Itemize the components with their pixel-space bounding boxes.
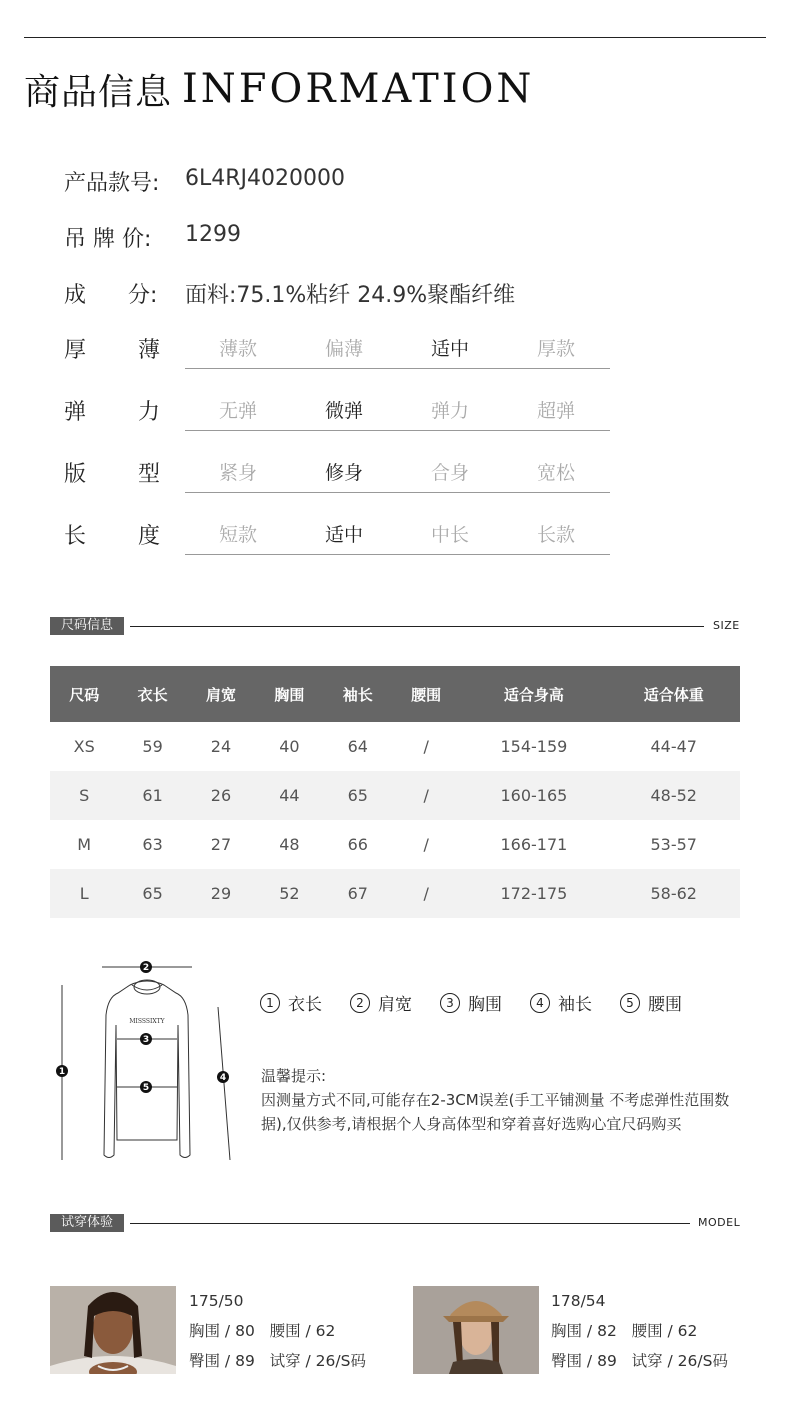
size-table <box>50 666 740 918</box>
table-cell: 53-57 <box>650 835 697 854</box>
legend-item <box>620 990 682 1015</box>
table-cell: 44 <box>255 771 323 820</box>
model-stats: 178/54 <box>551 1292 606 1310</box>
table-cell: 65 <box>118 869 186 918</box>
size-table-header-row <box>50 666 740 722</box>
marker-3-label: 3 <box>142 1035 150 1045</box>
model-photo <box>50 1286 176 1374</box>
model-section-line <box>130 1223 690 1224</box>
info-style-number <box>64 166 346 197</box>
marker-2-label: 2 <box>142 963 150 973</box>
attr-options <box>185 456 610 493</box>
table-cell: S <box>50 771 118 820</box>
info-label: 吊 牌 价: <box>64 227 152 252</box>
model-section-label: 试穿体验 <box>50 1214 124 1232</box>
table-cell: L <box>50 869 118 918</box>
table-cell: 172-175 <box>460 869 607 918</box>
header-cell: 肩宽 <box>187 666 255 722</box>
table-cell: 24 <box>210 737 232 756</box>
header-cell: 衣长 <box>118 666 186 722</box>
table-cell: 160-165 <box>460 771 607 820</box>
info-price <box>64 222 241 253</box>
attr-option: 适中 <box>430 338 469 360</box>
table-row <box>50 722 740 771</box>
table-row <box>50 771 740 820</box>
header-cell: 适合体重 <box>607 666 740 722</box>
tip-title: 温馨提示: <box>261 1067 327 1085</box>
attr-option: 超弹 <box>536 400 575 422</box>
model-section-en: MODEL <box>698 1216 741 1229</box>
legend-item <box>530 990 592 1015</box>
attr-label-b: 薄 <box>137 338 160 363</box>
legend-num: 5 <box>620 993 640 1013</box>
legend-label: 胸围 <box>468 995 502 1015</box>
attr-options <box>185 332 610 369</box>
table-cell: 166-171 <box>500 835 568 854</box>
table-cell: 48-52 <box>607 771 740 820</box>
attr-option: 合身 <box>430 462 469 484</box>
header-cell: 腰围 <box>392 666 460 722</box>
attr-option: 适中 <box>324 524 363 546</box>
size-section-en: SIZE <box>713 619 740 632</box>
info-value: 1299 <box>185 222 241 247</box>
attr-option: 中长 <box>430 524 469 546</box>
info-label: 产品款号: <box>64 171 160 196</box>
legend-label: 肩宽 <box>378 995 412 1015</box>
table-cell: 63 <box>142 835 163 854</box>
legend-num: 4 <box>530 993 550 1013</box>
table-cell: M <box>77 835 92 854</box>
attr-label-b: 型 <box>137 462 160 487</box>
table-cell: 59 <box>142 737 163 756</box>
header-cell: 尺码 <box>50 666 118 722</box>
attr-option: 短款 <box>218 524 257 546</box>
legend-item <box>260 990 322 1015</box>
table-cell: 58-62 <box>607 869 740 918</box>
attr-label-a: 厚 <box>64 338 87 363</box>
attr-option: 宽松 <box>536 462 575 484</box>
table-cell: 26 <box>187 771 255 820</box>
measurement-legend <box>260 990 710 1015</box>
header-cell: 胸围 <box>255 666 323 722</box>
table-cell: / <box>392 771 460 820</box>
model-photo <box>413 1286 539 1374</box>
attr-option: 薄款 <box>218 338 257 360</box>
attr-label-a: 版 <box>64 462 87 487</box>
model-measure: 胸围 / 82 腰围 / 62 <box>551 1322 698 1340</box>
table-row <box>50 869 740 918</box>
info-label: 成 分: <box>64 283 158 308</box>
info-composition <box>64 278 516 309</box>
attr-label <box>64 333 160 364</box>
marker-5-label: 5 <box>142 1083 150 1093</box>
legend-label: 腰围 <box>648 995 682 1015</box>
tip-body: 因测量方式不同,可能存在2-3CM误差(手工平铺测量 不考虑弹性范围数据),仅供参考,请根据个人身高体型和穿着喜好选购心宜尺码购买 <box>261 1091 730 1133</box>
size-section-line <box>130 626 704 627</box>
marker-4-label: 4 <box>219 1073 227 1083</box>
attr-label-a: 长 <box>64 524 87 549</box>
legend-label: 衣长 <box>288 995 322 1015</box>
table-cell: 40 <box>279 737 300 756</box>
table-cell: 29 <box>187 869 255 918</box>
table-cell: 27 <box>210 835 232 854</box>
table-cell: 65 <box>324 771 392 820</box>
table-cell: / <box>423 835 429 854</box>
legend-num: 1 <box>260 993 280 1013</box>
attr-options <box>185 394 610 431</box>
attr-label-a: 弹 <box>64 400 87 425</box>
table-cell: 44-47 <box>650 737 697 756</box>
model-stats: 175/50 <box>189 1292 244 1310</box>
attr-option: 偏薄 <box>324 338 363 360</box>
attr-option: 长款 <box>536 524 575 546</box>
header-cell: 适合身高 <box>460 666 607 722</box>
model-measure: 臀围 / 89 试穿 / 26/S码 <box>551 1352 728 1370</box>
attr-label <box>64 519 160 550</box>
table-cell: XS <box>73 737 95 756</box>
table-cell: 52 <box>255 869 323 918</box>
header-cell: 袖长 <box>324 666 392 722</box>
attr-label-b: 度 <box>137 524 160 549</box>
info-value: 面料:75.1%粘纤 24.9%聚酯纤维 <box>185 283 516 308</box>
marker-1-label: 1 <box>58 1067 66 1077</box>
model-info <box>189 1286 366 1376</box>
attr-label <box>64 457 160 488</box>
garment-diagram <box>52 955 237 1165</box>
table-row <box>50 820 740 869</box>
model-info <box>551 1286 728 1376</box>
diagram-brand: MISSSIXTY <box>129 1018 165 1025</box>
legend-item <box>350 990 412 1015</box>
page-title-cn: 商品信息 <box>24 72 173 113</box>
measurement-tip <box>261 1064 741 1136</box>
model-measure: 臀围 / 89 试穿 / 26/S码 <box>189 1352 366 1370</box>
table-cell: / <box>423 737 429 756</box>
attr-label <box>64 395 160 426</box>
attr-options <box>185 518 610 555</box>
attr-option: 紧身 <box>218 462 257 484</box>
table-cell: 67 <box>324 869 392 918</box>
top-divider <box>24 37 766 38</box>
size-section-label: 尺码信息 <box>50 617 124 635</box>
attr-option: 修身 <box>324 462 363 484</box>
legend-label: 袖长 <box>558 995 592 1015</box>
legend-num: 2 <box>350 993 370 1013</box>
info-value: 6L4RJ4020000 <box>185 166 346 191</box>
model-measure: 胸围 / 80 腰围 / 62 <box>189 1322 336 1340</box>
page-title-en: INFORMATION <box>182 66 535 112</box>
attr-label-b: 力 <box>137 400 160 425</box>
table-cell: 48 <box>279 835 300 854</box>
table-cell: 61 <box>118 771 186 820</box>
table-cell: 154-159 <box>500 737 568 756</box>
attr-option: 无弹 <box>218 400 257 422</box>
table-cell: 66 <box>347 835 368 854</box>
attr-option: 弹力 <box>430 400 469 422</box>
table-cell: / <box>392 869 460 918</box>
attr-option: 厚款 <box>536 338 575 360</box>
attr-option: 微弹 <box>324 400 363 422</box>
table-cell: 64 <box>347 737 368 756</box>
legend-num: 3 <box>440 993 460 1013</box>
legend-item <box>440 990 502 1015</box>
